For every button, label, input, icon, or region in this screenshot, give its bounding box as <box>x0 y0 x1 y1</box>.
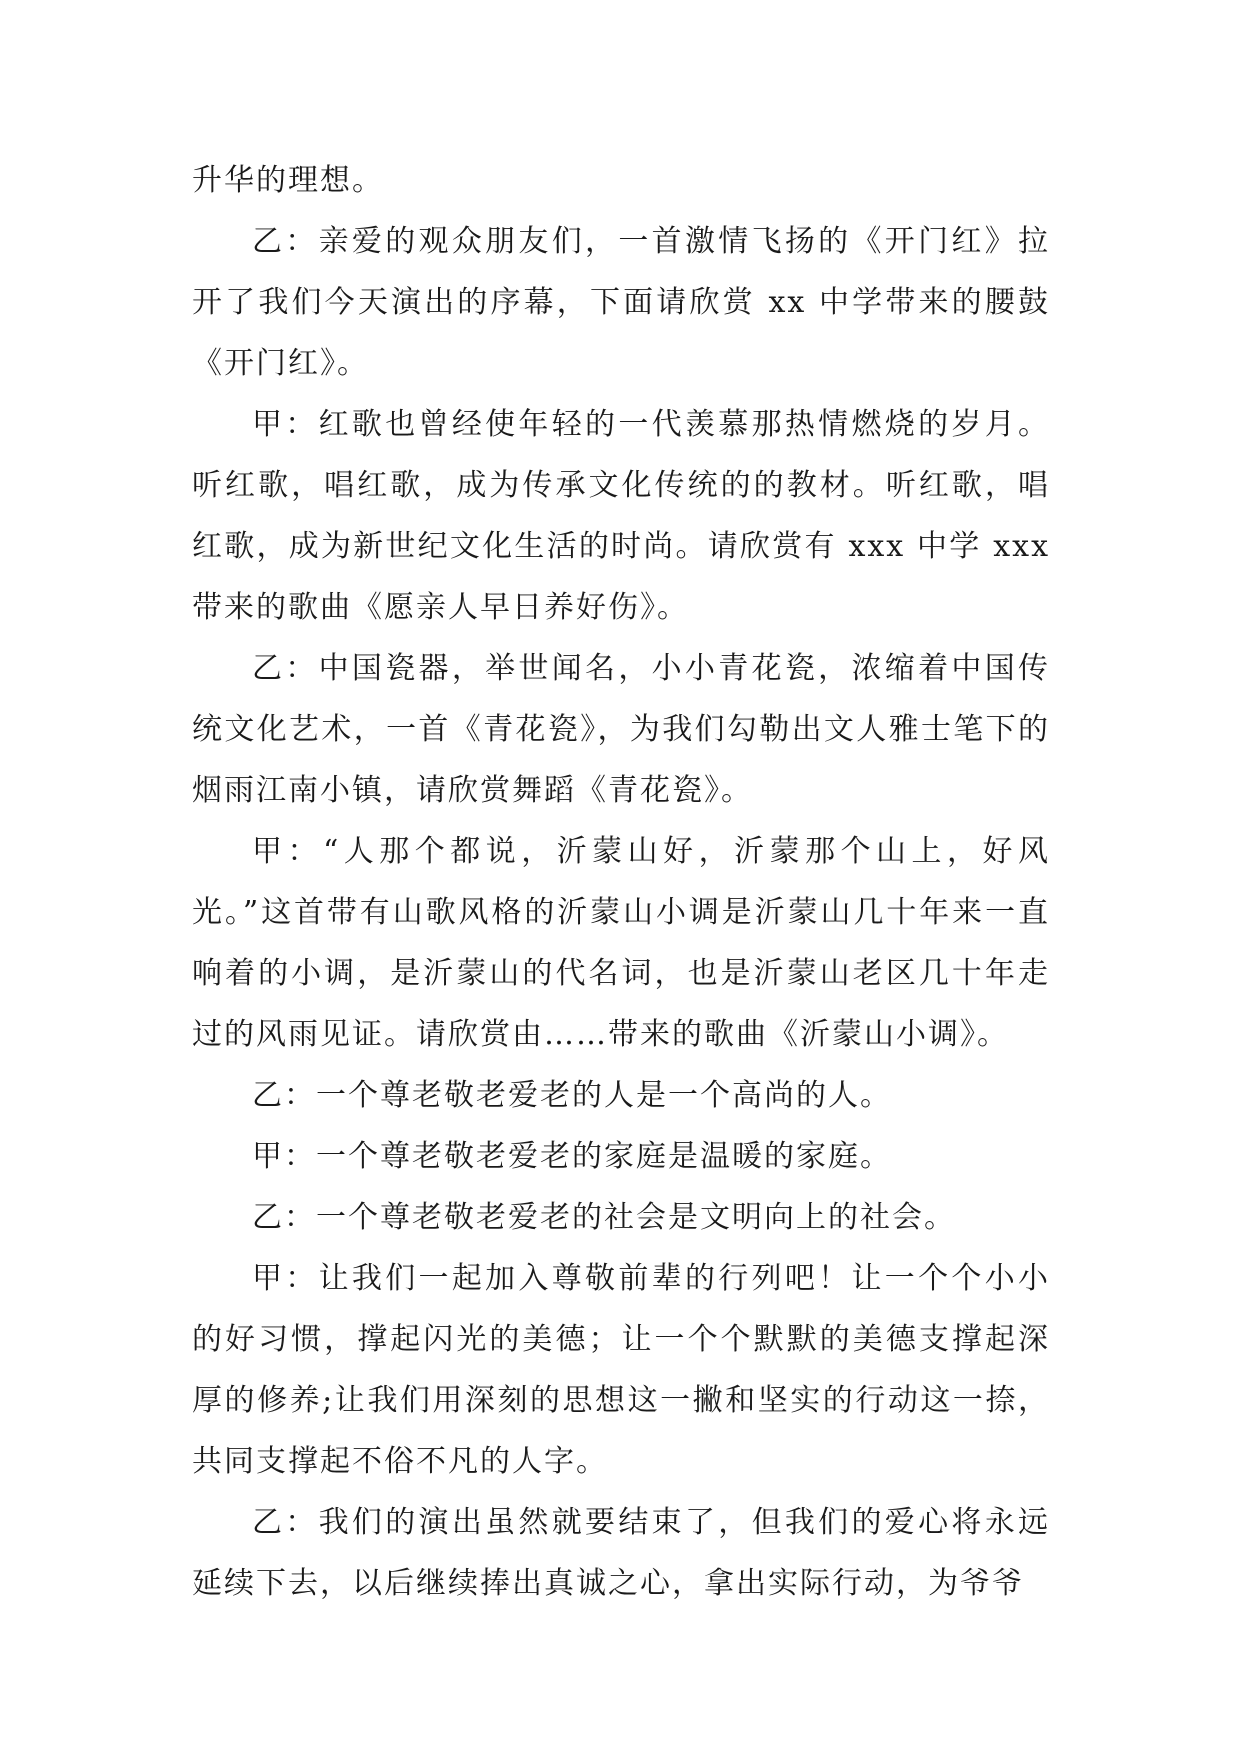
paragraph-10: 乙：我们的演出虽然就要结束了，但我们的爱心将永远延续下去，以后继续捧出真诚之心，拿出实际行动，为爷爷 <box>192 1505 1050 1601</box>
paragraph-3: 甲：红歌也曾经使年轻的一代羡慕那热情燃烧的岁月。听红歌，唱红歌，成为传承文化传统的的教材。听红歌，唱红歌，成为新世纪文化生活的时尚。请欣赏有 xxx 中学 xxx 带来的歌曲《愿亲人早日养好伤》。 <box>192 407 1050 625</box>
paragraph-4: 乙：中国瓷器，举世闻名，小小青花瓷，浓缩着中国传统文化艺术，一首《青花瓷》，为我们勾勒出文人雅士笔下的烟雨江南小镇，请欣赏舞蹈《青花瓷》。 <box>192 651 1050 808</box>
paragraph-9: 甲：让我们一起加入尊敬前辈的行列吧！让一个个小小的好习惯，撑起闪光的美德；让一个个默默的美德支撑起深厚的修养;让我们用深刻的思想这一撇和坚实的行动这一捺，共同支撑起不俗不凡的人字。 <box>192 1261 1050 1479</box>
paragraph-1: 升华的理想。 <box>192 163 384 198</box>
paragraph-2: 乙：亲爱的观众朋友们，一首激情飞扬的《开门红》拉开了我们今天演出的序幕，下面请欣赏 xx 中学带来的腰鼓《开门红》。 <box>192 224 1050 381</box>
paragraph-8: 乙：一个尊老敬老爱老的社会是文明向上的社会。 <box>252 1200 956 1235</box>
paragraph-6: 乙：一个尊老敬老爱老的人是一个高尚的人。 <box>252 1078 892 1113</box>
document-body <box>192 150 1050 1614</box>
paragraph-5: 甲：“人那个都说，沂蒙山好，沂蒙那个山上，好风光。”这首带有山歌风格的沂蒙山小调是沂蒙山几十年来一直响着的小调，是沂蒙山的代名词，也是沂蒙山老区几十年走过的风雨见证。请欣赏由……带来的歌曲《沂蒙山小调》。 <box>192 834 1050 1052</box>
paragraph-7: 甲：一个尊老敬老爱老的家庭是温暖的家庭。 <box>252 1139 892 1174</box>
